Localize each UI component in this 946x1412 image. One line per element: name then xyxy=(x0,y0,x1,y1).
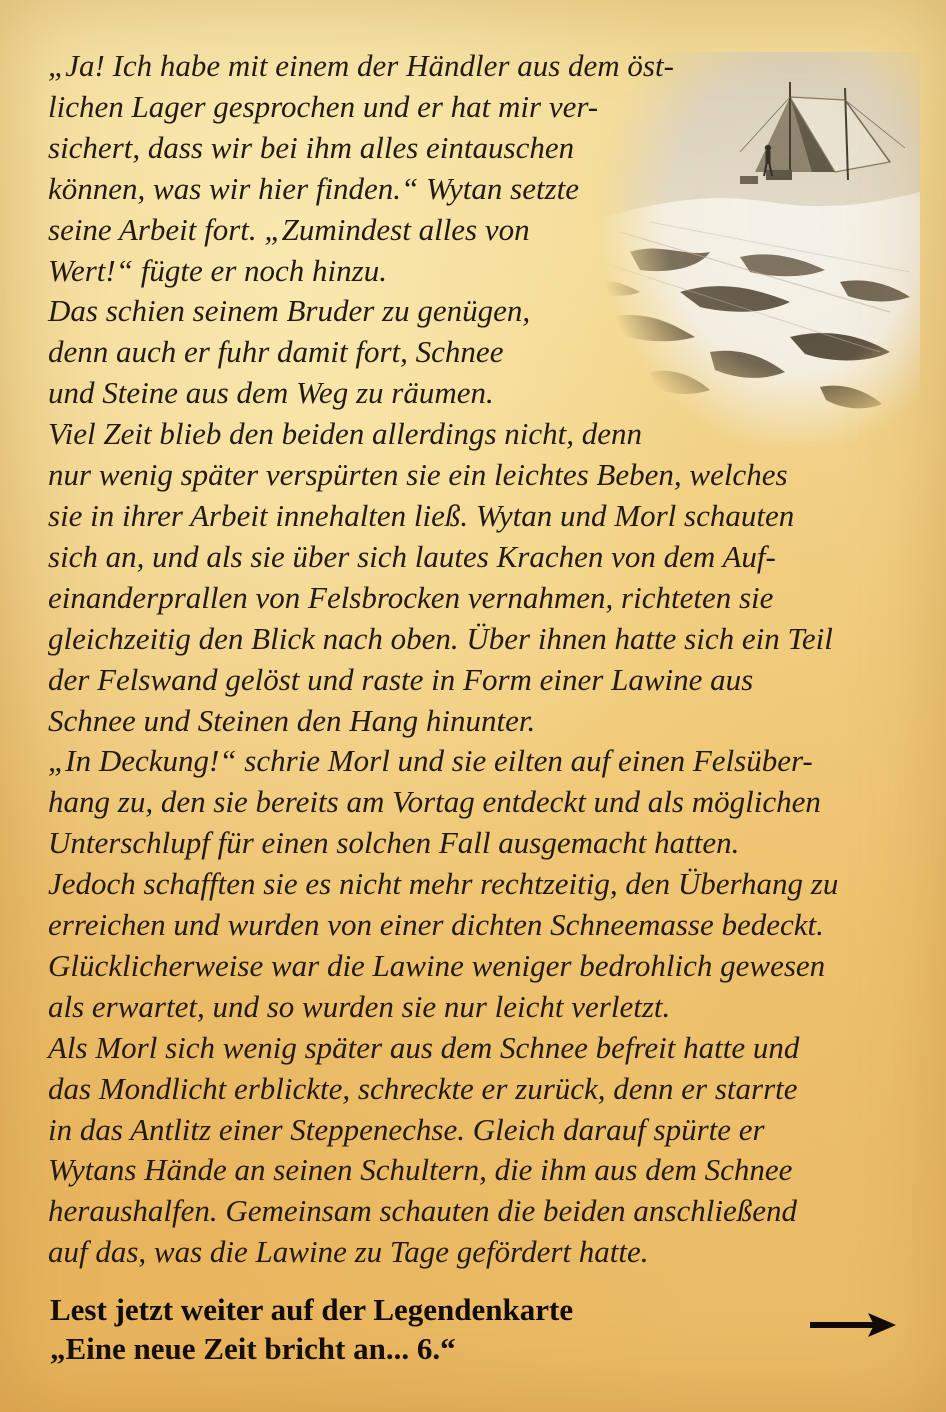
story-line: „In Deckung!“ schrie Morl und sie eilten auf einen Felsüber- xyxy=(48,743,813,779)
right-arrow-icon xyxy=(810,1312,896,1338)
story-line: Wert!“ fügte er noch hinzu. xyxy=(48,252,387,288)
story-line: nur wenig später verspürten sie ein leichtes Beben, welches xyxy=(48,457,788,493)
story-line: denn auch er fuhr damit fort, Schnee xyxy=(48,334,504,370)
story-line: lichen Lager gesprochen und er hat mir ver- xyxy=(48,88,599,124)
story-line: Glücklicherweise war die Lawine weniger bedrohlich gewesen xyxy=(48,947,826,983)
story-line: und Steine aus dem Weg zu räumen. xyxy=(48,375,494,411)
story-line: Viel Zeit blieb den beiden allerdings nicht, denn xyxy=(48,416,643,452)
story-line: in das Antlitz einer Steppenechse. Gleich darauf spürte er xyxy=(48,1111,765,1147)
story-line: heraushalfen. Gemeinsam schauten die beiden anschließend xyxy=(48,1193,797,1229)
story-line: sie in ihrer Arbeit innehalten ließ. Wytan und Morl schauten xyxy=(48,497,795,533)
story-text xyxy=(48,46,928,1273)
story-line: sichert, dass wir bei ihm alles eintauschen xyxy=(48,129,575,165)
story-line: auf das, was die Lawine zu Tage gefördert hatte. xyxy=(48,1234,649,1270)
continue-note xyxy=(50,1290,573,1368)
story-line: erreichen und wurden von einer dichten Schneemasse bedeckt. xyxy=(48,907,824,943)
story-line: Wytans Hände an seinen Schultern, die ihm aus dem Schnee xyxy=(48,1152,793,1188)
story-line: sich an, und als sie über sich lautes Krachen von dem Auf- xyxy=(48,538,776,574)
story-line: hang zu, den sie bereits am Vortag entdeckt und als möglichen xyxy=(48,784,821,820)
story-line: Jedoch schafften sie es nicht mehr rechtzeitig, den Überhang zu xyxy=(48,866,839,902)
story-line: können, was wir hier finden.“ Wytan setzte xyxy=(48,170,579,206)
story-line: gleichzeitig den Blick nach oben. Über ihnen hatte sich ein Teil xyxy=(48,620,833,656)
story-line: Das schien seinem Bruder zu genügen, xyxy=(48,293,531,329)
story-line: das Mondlicht erblickte, schreckte er zurück, denn er starrte xyxy=(48,1070,798,1106)
story-line: Als Morl sich wenig später aus dem Schnee befreit hatte und xyxy=(48,1029,800,1065)
story-line: einanderprallen von Felsbrocken vernahmen, richteten sie xyxy=(48,579,774,615)
continue-note-line-1: Lest jetzt weiter auf der Legendenkarte xyxy=(50,1292,574,1327)
story-line: Schnee und Steinen den Hang hinunter. xyxy=(48,702,536,738)
story-line: der Felswand gelöst und raste in Form einer Lawine aus xyxy=(48,661,754,697)
story-line: Unterschlupf für einen solchen Fall ausgemacht hatten. xyxy=(48,825,740,861)
story-line: seine Arbeit fort. „Zumindest alles von xyxy=(48,211,530,247)
continue-note-line-2: „Eine neue Zeit bricht an... 6.“ xyxy=(50,1331,456,1366)
story-line: als erwartet, und so wurden sie nur leicht verletzt. xyxy=(48,988,671,1024)
story-line: „Ja! Ich habe mit einem der Händler aus dem öst- xyxy=(48,48,674,83)
